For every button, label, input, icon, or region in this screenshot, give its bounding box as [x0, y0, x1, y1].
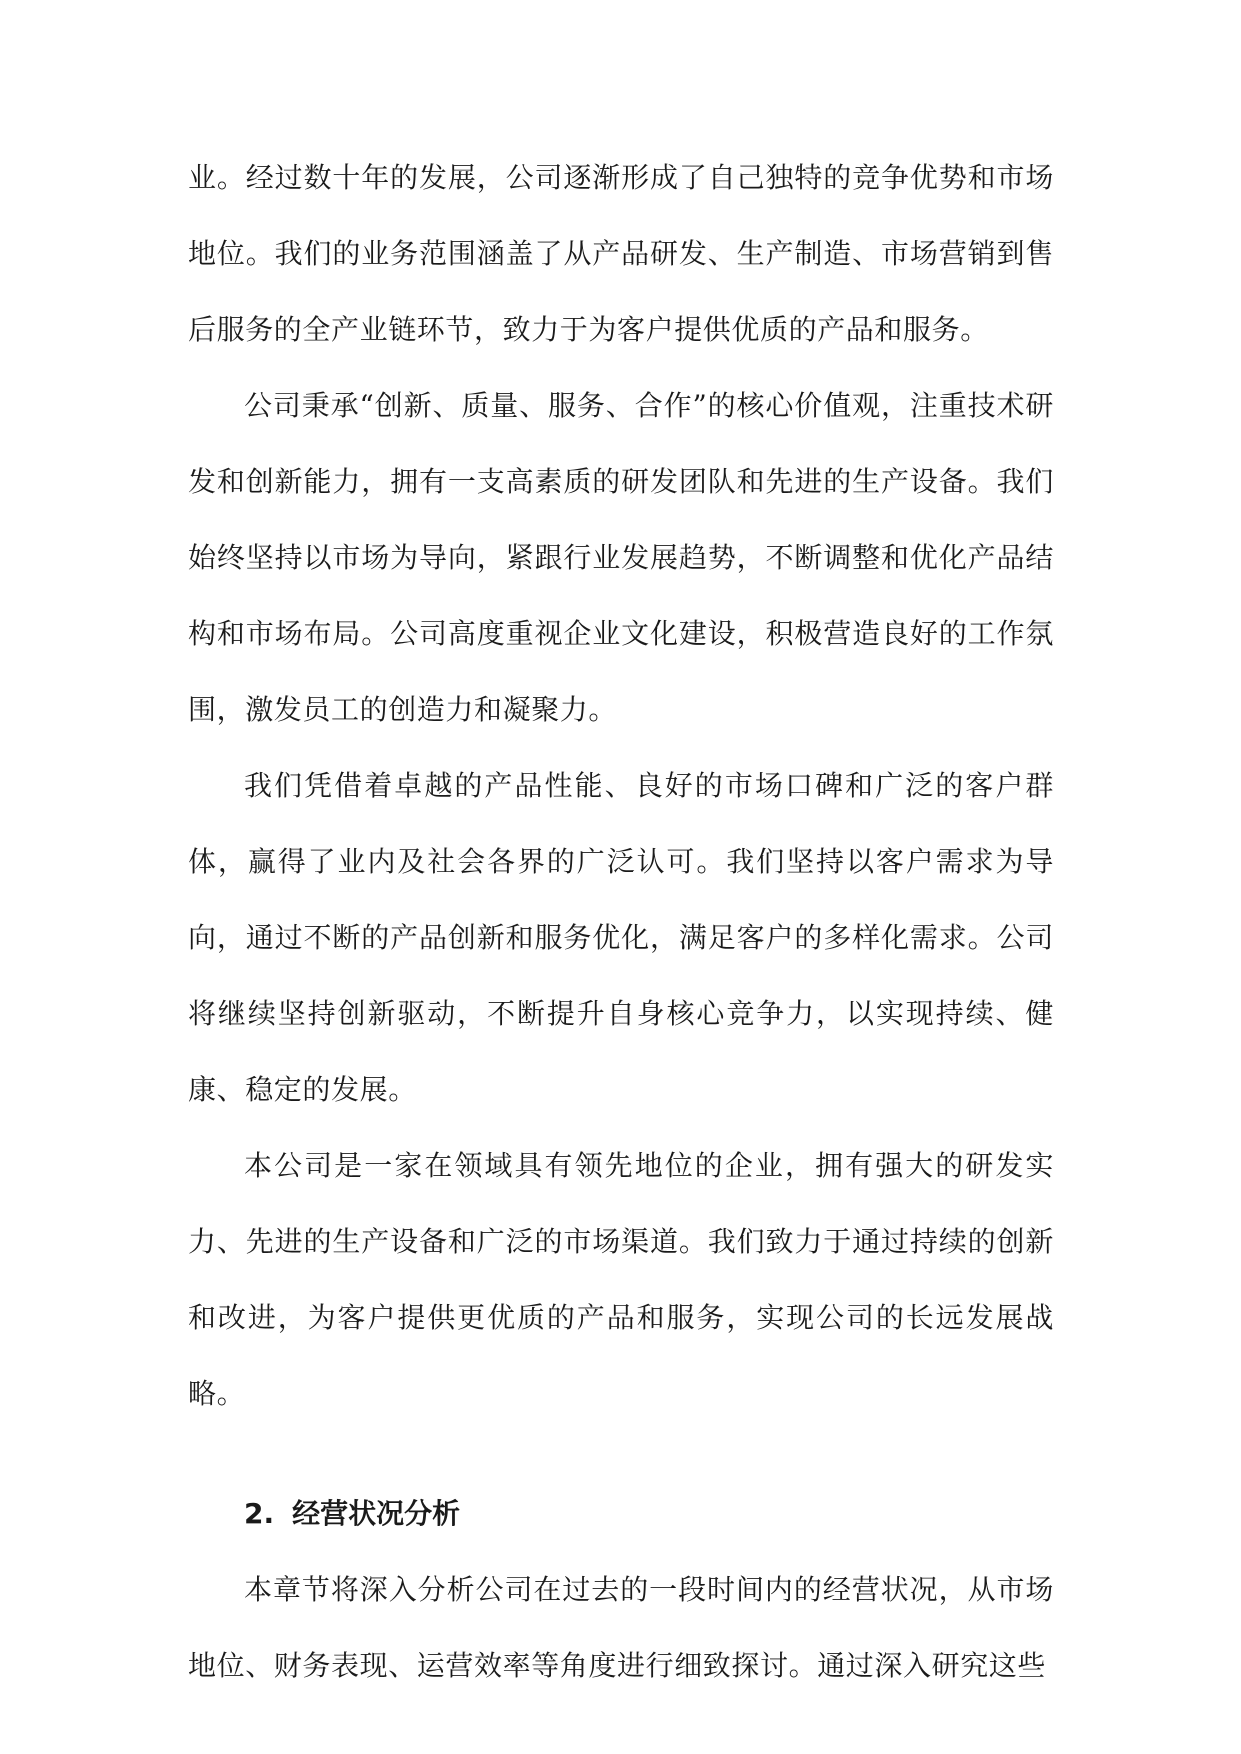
document-body — [188, 140, 1054, 1704]
paragraph-section-intro: 本章节将深入分析公司在过去的一段时间内的经营状况，从市场地位、财务表现、运营效率等角度进行细致探讨。通过深入研究这些 — [188, 1573, 1054, 1682]
section-heading — [188, 1476, 1054, 1552]
paragraph-core-values: 公司秉承“创新、质量、服务、合作”的核心价值观，注重技术研发和创新能力，拥有一支高素质的研发团队和先进的生产设备。我们始终坚持以市场为导向，紧跟行业发展趋势，不断调整和优化产品结构和市场布局。公司高度重视企业文化建设，积极营造良好的工作氛围，激发员工的创造力和凝聚力。 — [188, 389, 1054, 726]
paragraph-continued: 业。经过数十年的发展，公司逐渐形成了自己独特的竞争优势和市场地位。我们的业务范围涵盖了从产品研发、生产制造、市场营销到售后服务的全产业链环节，致力于为客户提供优质的产品和服务。 — [188, 161, 1054, 346]
section-number: 2. — [244, 1497, 275, 1530]
section-title: 经营状况分析 — [292, 1497, 461, 1530]
paragraph-company-overview: 本公司是一家在领域具有领先地位的企业，拥有强大的研发实力、先进的生产设备和广泛的市场渠道。我们致力于通过持续的创新和改进，为客户提供更优质的产品和服务，实现公司的长远发展战略。 — [188, 1149, 1054, 1410]
paragraph-market-recognition: 我们凭借着卓越的产品性能、良好的市场口碑和广泛的客户群体，赢得了业内及社会各界的广泛认可。我们坚持以客户需求为导向，通过不断的产品创新和服务优化，满足客户的多样化需求。公司将继续坚持创新驱动，不断提升自身核心竞争力，以实现持续、健康、稳定的发展。 — [188, 769, 1054, 1106]
